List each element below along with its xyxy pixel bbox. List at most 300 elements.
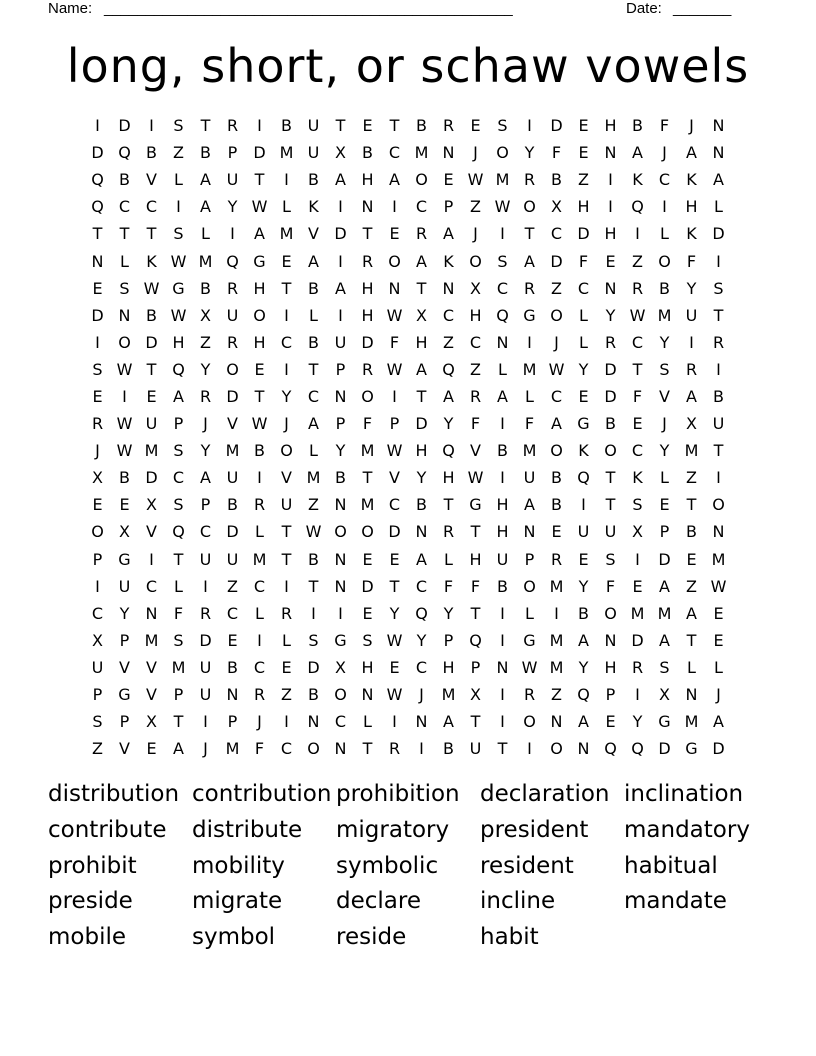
grid-letter[interactable]: D bbox=[550, 251, 563, 271]
grid-letter[interactable]: R bbox=[280, 603, 293, 623]
grid-letter[interactable]: W bbox=[116, 441, 133, 461]
grid-letter[interactable]: C bbox=[307, 386, 320, 406]
grid-letter[interactable]: F bbox=[659, 116, 670, 136]
grid-letter[interactable]: O bbox=[226, 359, 239, 379]
grid-letter[interactable]: C bbox=[415, 197, 428, 217]
grid-letter[interactable]: B bbox=[308, 549, 319, 569]
grid-letter[interactable]: Y bbox=[578, 359, 589, 379]
grid-letter[interactable]: U bbox=[307, 116, 320, 136]
grid-letter[interactable]: T bbox=[173, 712, 184, 732]
grid-letter[interactable]: C bbox=[253, 657, 266, 677]
grid-letter[interactable]: B bbox=[659, 278, 670, 298]
grid-letter[interactable]: X bbox=[92, 468, 103, 488]
grid-letter[interactable]: S bbox=[632, 495, 643, 515]
grid-letter[interactable]: C bbox=[145, 197, 158, 217]
grid-letter[interactable]: D bbox=[712, 224, 725, 244]
grid-letter[interactable]: I bbox=[716, 468, 721, 488]
grid-letter[interactable]: P bbox=[119, 712, 130, 732]
grid-letter[interactable]: H bbox=[415, 332, 428, 352]
grid-letter[interactable]: O bbox=[550, 739, 563, 759]
grid-letter[interactable]: O bbox=[415, 170, 428, 190]
grid-letter[interactable]: A bbox=[173, 386, 184, 406]
grid-letter[interactable]: M bbox=[279, 143, 294, 163]
grid-letter[interactable]: Z bbox=[551, 685, 562, 705]
grid-letter[interactable]: B bbox=[686, 522, 697, 542]
grid-letter[interactable]: N bbox=[712, 522, 725, 542]
grid-letter[interactable]: D bbox=[253, 143, 266, 163]
grid-letter[interactable]: U bbox=[226, 170, 239, 190]
grid-letter[interactable]: H bbox=[577, 197, 590, 217]
grid-letter[interactable]: I bbox=[527, 739, 532, 759]
grid-letter[interactable]: D bbox=[550, 116, 563, 136]
grid-letter[interactable]: J bbox=[203, 414, 208, 434]
grid-letter[interactable]: E bbox=[686, 549, 697, 569]
grid-letter[interactable]: A bbox=[632, 143, 643, 163]
grid-letter[interactable]: T bbox=[470, 712, 481, 732]
grid-letter[interactable]: H bbox=[361, 305, 374, 325]
grid-letter[interactable]: W bbox=[251, 414, 268, 434]
grid-letter[interactable]: T bbox=[254, 386, 265, 406]
grid-letter[interactable]: O bbox=[253, 305, 266, 325]
grid-letter[interactable]: A bbox=[497, 386, 508, 406]
grid-letter[interactable]: R bbox=[253, 685, 266, 705]
grid-letter[interactable]: A bbox=[335, 278, 346, 298]
grid-letter[interactable]: X bbox=[686, 414, 697, 434]
grid-letter[interactable]: T bbox=[92, 224, 103, 244]
grid-letter[interactable]: H bbox=[361, 657, 374, 677]
grid-letter[interactable]: Y bbox=[686, 278, 697, 298]
grid-letter[interactable]: K bbox=[686, 224, 697, 244]
grid-letter[interactable]: P bbox=[524, 549, 535, 569]
grid-letter[interactable]: M bbox=[225, 441, 240, 461]
grid-letter[interactable]: L bbox=[201, 224, 210, 244]
grid-letter[interactable]: C bbox=[280, 739, 293, 759]
grid-letter[interactable]: L bbox=[309, 305, 318, 325]
grid-letter[interactable]: T bbox=[605, 495, 616, 515]
grid-letter[interactable]: R bbox=[199, 386, 212, 406]
grid-letter[interactable]: O bbox=[334, 685, 347, 705]
grid-letter[interactable]: Q bbox=[577, 685, 590, 705]
grid-letter[interactable]: U bbox=[199, 685, 212, 705]
grid-letter[interactable]: Q bbox=[469, 630, 482, 650]
grid-letter[interactable]: N bbox=[118, 305, 131, 325]
grid-letter[interactable]: Z bbox=[551, 278, 562, 298]
grid-letter[interactable]: T bbox=[416, 278, 427, 298]
grid-letter[interactable]: T bbox=[146, 359, 157, 379]
grid-letter[interactable]: I bbox=[338, 603, 343, 623]
grid-letter[interactable]: H bbox=[469, 305, 482, 325]
grid-letter[interactable]: V bbox=[119, 657, 130, 677]
grid-letter[interactable]: I bbox=[581, 495, 586, 515]
grid-letter[interactable]: B bbox=[281, 116, 292, 136]
grid-letter[interactable]: I bbox=[527, 116, 532, 136]
grid-letter[interactable]: Y bbox=[578, 576, 589, 596]
grid-letter[interactable]: Z bbox=[470, 359, 481, 379]
grid-letter[interactable]: M bbox=[360, 441, 375, 461]
grid-letter[interactable]: N bbox=[523, 522, 536, 542]
grid-letter[interactable]: G bbox=[118, 685, 131, 705]
grid-letter[interactable]: S bbox=[173, 224, 184, 244]
grid-letter[interactable]: U bbox=[199, 549, 212, 569]
grid-letter[interactable]: W bbox=[467, 170, 484, 190]
grid-letter[interactable]: X bbox=[551, 197, 562, 217]
grid-letter[interactable]: U bbox=[118, 576, 131, 596]
grid-letter[interactable]: P bbox=[92, 685, 103, 705]
grid-letter[interactable]: I bbox=[311, 603, 316, 623]
grid-letter[interactable]: W bbox=[143, 278, 160, 298]
grid-letter[interactable]: R bbox=[631, 657, 644, 677]
grid-letter[interactable]: O bbox=[550, 441, 563, 461]
grid-letter[interactable]: D bbox=[334, 224, 347, 244]
grid-letter[interactable]: T bbox=[281, 522, 292, 542]
grid-letter[interactable]: D bbox=[631, 630, 644, 650]
grid-letter[interactable]: B bbox=[497, 441, 508, 461]
grid-letter[interactable]: W bbox=[170, 305, 187, 325]
grid-letter[interactable]: C bbox=[388, 143, 401, 163]
grid-letter[interactable]: W bbox=[305, 522, 322, 542]
grid-letter[interactable]: P bbox=[200, 495, 211, 515]
grid-letter[interactable]: C bbox=[550, 224, 563, 244]
grid-letter[interactable]: D bbox=[361, 576, 374, 596]
grid-letter[interactable]: W bbox=[116, 414, 133, 434]
grid-letter[interactable]: D bbox=[604, 359, 617, 379]
grid-letter[interactable]: N bbox=[604, 143, 617, 163]
grid-letter[interactable]: W bbox=[251, 197, 268, 217]
grid-letter[interactable]: A bbox=[416, 549, 427, 569]
grid-letter[interactable]: L bbox=[255, 522, 264, 542]
grid-letter[interactable]: E bbox=[92, 495, 103, 515]
grid-letter[interactable]: N bbox=[415, 712, 428, 732]
grid-letter[interactable]: D bbox=[307, 657, 320, 677]
grid-letter[interactable]: B bbox=[416, 116, 427, 136]
grid-letter[interactable]: R bbox=[712, 332, 725, 352]
grid-letter[interactable]: B bbox=[713, 386, 724, 406]
grid-letter[interactable]: V bbox=[146, 657, 157, 677]
grid-letter[interactable]: I bbox=[284, 576, 289, 596]
grid-letter[interactable]: A bbox=[524, 495, 535, 515]
grid-letter[interactable]: C bbox=[577, 278, 590, 298]
grid-letter[interactable]: R bbox=[253, 495, 266, 515]
grid-letter[interactable]: N bbox=[496, 332, 509, 352]
grid-letter[interactable]: D bbox=[577, 224, 590, 244]
grid-letter[interactable]: B bbox=[254, 441, 265, 461]
grid-letter[interactable]: T bbox=[200, 116, 211, 136]
grid-letter[interactable]: B bbox=[362, 143, 373, 163]
grid-letter[interactable]: B bbox=[119, 170, 130, 190]
grid-letter[interactable]: I bbox=[635, 685, 640, 705]
grid-letter[interactable]: I bbox=[284, 305, 289, 325]
grid-letter[interactable]: C bbox=[415, 576, 428, 596]
grid-letter[interactable]: W bbox=[386, 305, 403, 325]
grid-letter[interactable]: E bbox=[578, 116, 589, 136]
grid-letter[interactable]: E bbox=[389, 224, 400, 244]
grid-letter[interactable]: D bbox=[361, 332, 374, 352]
grid-letter[interactable]: T bbox=[146, 224, 157, 244]
grid-letter[interactable]: D bbox=[604, 386, 617, 406]
grid-letter[interactable]: T bbox=[389, 116, 400, 136]
grid-letter[interactable]: H bbox=[361, 170, 374, 190]
grid-letter[interactable]: M bbox=[279, 224, 294, 244]
grid-letter[interactable]: K bbox=[146, 251, 157, 271]
grid-letter[interactable]: I bbox=[122, 386, 127, 406]
grid-letter[interactable]: N bbox=[604, 278, 617, 298]
grid-letter[interactable]: E bbox=[389, 549, 400, 569]
grid-letter[interactable]: I bbox=[338, 197, 343, 217]
grid-letter[interactable]: W bbox=[521, 657, 538, 677]
grid-letter[interactable]: N bbox=[91, 251, 104, 271]
grid-letter[interactable]: I bbox=[527, 332, 532, 352]
grid-letter[interactable]: R bbox=[523, 278, 536, 298]
grid-letter[interactable]: W bbox=[170, 251, 187, 271]
grid-letter[interactable]: U bbox=[226, 305, 239, 325]
grid-letter[interactable]: T bbox=[713, 305, 724, 325]
grid-letter[interactable]: Q bbox=[91, 197, 104, 217]
grid-letter[interactable]: S bbox=[308, 630, 319, 650]
grid-letter[interactable]: I bbox=[392, 712, 397, 732]
grid-letter[interactable]: E bbox=[92, 278, 103, 298]
grid-letter[interactable]: L bbox=[525, 603, 534, 623]
grid-letter[interactable]: I bbox=[284, 359, 289, 379]
grid-letter[interactable]: C bbox=[469, 332, 482, 352]
grid-letter[interactable]: Q bbox=[442, 359, 455, 379]
grid-letter[interactable]: I bbox=[392, 386, 397, 406]
grid-letter[interactable]: R bbox=[91, 414, 104, 434]
grid-letter[interactable]: S bbox=[173, 116, 184, 136]
grid-letter[interactable]: I bbox=[257, 630, 262, 650]
grid-letter[interactable]: H bbox=[685, 197, 698, 217]
grid-letter[interactable]: D bbox=[712, 739, 725, 759]
grid-letter[interactable]: V bbox=[146, 685, 157, 705]
grid-letter[interactable]: N bbox=[415, 522, 428, 542]
grid-letter[interactable]: L bbox=[309, 441, 318, 461]
grid-letter[interactable]: B bbox=[578, 603, 589, 623]
grid-letter[interactable]: M bbox=[630, 603, 645, 623]
grid-letter[interactable]: O bbox=[91, 522, 104, 542]
grid-letter[interactable]: J bbox=[419, 685, 424, 705]
grid-letter[interactable]: Z bbox=[470, 197, 481, 217]
grid-letter[interactable]: N bbox=[361, 197, 374, 217]
grid-letter[interactable]: E bbox=[713, 630, 724, 650]
grid-letter[interactable]: R bbox=[631, 278, 644, 298]
grid-letter[interactable]: N bbox=[307, 712, 320, 732]
grid-letter[interactable]: B bbox=[200, 278, 211, 298]
grid-letter[interactable]: M bbox=[144, 441, 159, 461]
grid-letter[interactable]: M bbox=[549, 630, 564, 650]
grid-letter[interactable]: I bbox=[608, 197, 613, 217]
grid-letter[interactable]: I bbox=[284, 170, 289, 190]
grid-letter[interactable]: S bbox=[92, 712, 103, 732]
grid-letter[interactable]: Y bbox=[416, 468, 427, 488]
grid-letter[interactable]: C bbox=[172, 468, 185, 488]
grid-letter[interactable]: I bbox=[419, 739, 424, 759]
grid-letter[interactable]: W bbox=[116, 359, 133, 379]
grid-letter[interactable]: E bbox=[362, 549, 373, 569]
grid-letter[interactable]: R bbox=[604, 332, 617, 352]
grid-letter[interactable]: N bbox=[334, 739, 347, 759]
grid-letter[interactable]: Y bbox=[659, 332, 670, 352]
grid-letter[interactable]: K bbox=[632, 468, 643, 488]
grid-letter[interactable]: L bbox=[255, 603, 264, 623]
grid-letter[interactable]: U bbox=[496, 549, 509, 569]
grid-letter[interactable]: I bbox=[338, 305, 343, 325]
grid-letter[interactable]: L bbox=[525, 386, 534, 406]
grid-letter[interactable]: I bbox=[176, 197, 181, 217]
grid-letter[interactable]: E bbox=[92, 386, 103, 406]
grid-letter[interactable]: O bbox=[334, 522, 347, 542]
grid-letter[interactable]: F bbox=[524, 414, 535, 434]
name-field[interactable]: _________________________________________________ bbox=[104, 0, 513, 17]
grid-letter[interactable]: E bbox=[578, 549, 589, 569]
grid-letter[interactable]: O bbox=[523, 197, 536, 217]
grid-letter[interactable]: J bbox=[284, 414, 289, 434]
grid-letter[interactable]: E bbox=[443, 170, 454, 190]
grid-letter[interactable]: Y bbox=[389, 603, 400, 623]
grid-letter[interactable]: G bbox=[253, 251, 266, 271]
grid-letter[interactable]: L bbox=[282, 630, 291, 650]
grid-letter[interactable]: G bbox=[334, 630, 347, 650]
grid-letter[interactable]: V bbox=[281, 468, 292, 488]
grid-letter[interactable]: A bbox=[173, 739, 184, 759]
grid-letter[interactable]: C bbox=[199, 522, 212, 542]
grid-letter[interactable]: E bbox=[389, 657, 400, 677]
grid-letter[interactable]: K bbox=[686, 170, 697, 190]
grid-letter[interactable]: Y bbox=[659, 441, 670, 461]
grid-letter[interactable]: W bbox=[629, 305, 646, 325]
grid-letter[interactable]: O bbox=[469, 251, 482, 271]
grid-letter[interactable]: B bbox=[443, 739, 454, 759]
grid-letter[interactable]: I bbox=[230, 224, 235, 244]
grid-letter[interactable]: O bbox=[523, 576, 536, 596]
grid-letter[interactable]: N bbox=[550, 712, 563, 732]
grid-letter[interactable]: O bbox=[496, 143, 509, 163]
grid-letter[interactable]: N bbox=[442, 278, 455, 298]
grid-letter[interactable]: H bbox=[442, 657, 455, 677]
grid-letter[interactable]: N bbox=[334, 386, 347, 406]
grid-letter[interactable]: D bbox=[145, 468, 158, 488]
grid-letter[interactable]: W bbox=[548, 359, 565, 379]
grid-letter[interactable]: T bbox=[254, 170, 265, 190]
grid-letter[interactable]: P bbox=[389, 414, 400, 434]
grid-letter[interactable]: O bbox=[523, 712, 536, 732]
grid-letter[interactable]: D bbox=[415, 414, 428, 434]
grid-letter[interactable]: T bbox=[443, 495, 454, 515]
grid-letter[interactable]: Y bbox=[416, 630, 427, 650]
grid-letter[interactable]: S bbox=[92, 359, 103, 379]
grid-letter[interactable]: N bbox=[496, 657, 509, 677]
grid-letter[interactable]: D bbox=[118, 116, 131, 136]
grid-letter[interactable]: E bbox=[605, 251, 616, 271]
grid-letter[interactable]: N bbox=[334, 576, 347, 596]
grid-letter[interactable]: T bbox=[416, 386, 427, 406]
grid-letter[interactable]: M bbox=[225, 739, 240, 759]
grid-letter[interactable]: E bbox=[470, 116, 481, 136]
grid-letter[interactable]: O bbox=[604, 603, 617, 623]
grid-letter[interactable]: R bbox=[523, 170, 536, 190]
grid-letter[interactable]: B bbox=[551, 170, 562, 190]
grid-letter[interactable]: U bbox=[604, 522, 617, 542]
grid-letter[interactable]: A bbox=[524, 251, 535, 271]
grid-letter[interactable]: X bbox=[470, 278, 481, 298]
grid-letter[interactable]: L bbox=[282, 197, 291, 217]
grid-letter[interactable]: I bbox=[500, 630, 505, 650]
grid-letter[interactable]: P bbox=[173, 685, 184, 705]
grid-letter[interactable]: T bbox=[470, 603, 481, 623]
grid-letter[interactable]: R bbox=[388, 739, 401, 759]
grid-letter[interactable]: Q bbox=[496, 305, 509, 325]
grid-letter[interactable]: R bbox=[550, 549, 563, 569]
grid-letter[interactable]: B bbox=[308, 278, 319, 298]
grid-letter[interactable]: O bbox=[604, 441, 617, 461]
grid-letter[interactable]: P bbox=[227, 143, 238, 163]
grid-letter[interactable]: H bbox=[604, 116, 617, 136]
grid-letter[interactable]: K bbox=[632, 170, 643, 190]
grid-letter[interactable]: N bbox=[604, 630, 617, 650]
grid-letter[interactable]: V bbox=[659, 386, 670, 406]
grid-letter[interactable]: W bbox=[710, 576, 727, 596]
grid-letter[interactable]: I bbox=[149, 116, 154, 136]
grid-letter[interactable]: U bbox=[334, 332, 347, 352]
grid-letter[interactable]: S bbox=[659, 657, 670, 677]
grid-letter[interactable]: Z bbox=[686, 468, 697, 488]
grid-letter[interactable]: C bbox=[226, 603, 239, 623]
grid-letter[interactable]: P bbox=[173, 414, 184, 434]
grid-letter[interactable]: A bbox=[443, 712, 454, 732]
grid-letter[interactable]: Q bbox=[577, 468, 590, 488]
grid-letter[interactable]: T bbox=[524, 224, 535, 244]
grid-letter[interactable]: R bbox=[199, 603, 212, 623]
grid-letter[interactable]: B bbox=[308, 685, 319, 705]
grid-letter[interactable]: I bbox=[338, 251, 343, 271]
grid-letter[interactable]: V bbox=[389, 468, 400, 488]
grid-letter[interactable]: C bbox=[631, 441, 644, 461]
grid-letter[interactable]: Q bbox=[118, 143, 131, 163]
grid-letter[interactable]: T bbox=[335, 116, 346, 136]
grid-letter[interactable]: E bbox=[119, 495, 130, 515]
grid-letter[interactable]: R bbox=[469, 386, 482, 406]
grid-letter[interactable]: O bbox=[550, 305, 563, 325]
grid-letter[interactable]: C bbox=[442, 305, 455, 325]
grid-letter[interactable]: C bbox=[496, 278, 509, 298]
grid-letter[interactable]: I bbox=[95, 332, 100, 352]
grid-letter[interactable]: Z bbox=[173, 143, 184, 163]
grid-letter[interactable]: T bbox=[713, 441, 724, 461]
grid-letter[interactable]: U bbox=[145, 414, 158, 434]
grid-letter[interactable]: M bbox=[549, 657, 564, 677]
grid-letter[interactable]: U bbox=[469, 739, 482, 759]
grid-letter[interactable]: X bbox=[632, 522, 643, 542]
grid-letter[interactable]: S bbox=[362, 630, 373, 650]
grid-letter[interactable]: S bbox=[173, 495, 184, 515]
grid-letter[interactable]: I bbox=[716, 251, 721, 271]
grid-letter[interactable]: E bbox=[146, 386, 157, 406]
grid-letter[interactable]: A bbox=[659, 630, 670, 650]
grid-letter[interactable]: Q bbox=[415, 603, 428, 623]
grid-letter[interactable]: L bbox=[660, 468, 669, 488]
grid-letter[interactable]: Z bbox=[227, 576, 238, 596]
grid-letter[interactable]: T bbox=[362, 739, 373, 759]
grid-letter[interactable]: C bbox=[145, 576, 158, 596]
grid-letter[interactable]: T bbox=[632, 359, 643, 379]
grid-letter[interactable]: M bbox=[252, 549, 267, 569]
grid-letter[interactable]: V bbox=[146, 170, 157, 190]
grid-letter[interactable]: D bbox=[226, 522, 239, 542]
grid-letter[interactable]: A bbox=[551, 414, 562, 434]
grid-letter[interactable]: W bbox=[386, 630, 403, 650]
grid-letter[interactable]: E bbox=[632, 576, 643, 596]
grid-letter[interactable]: Q bbox=[226, 251, 239, 271]
grid-letter[interactable]: A bbox=[443, 224, 454, 244]
grid-letter[interactable]: M bbox=[657, 603, 672, 623]
